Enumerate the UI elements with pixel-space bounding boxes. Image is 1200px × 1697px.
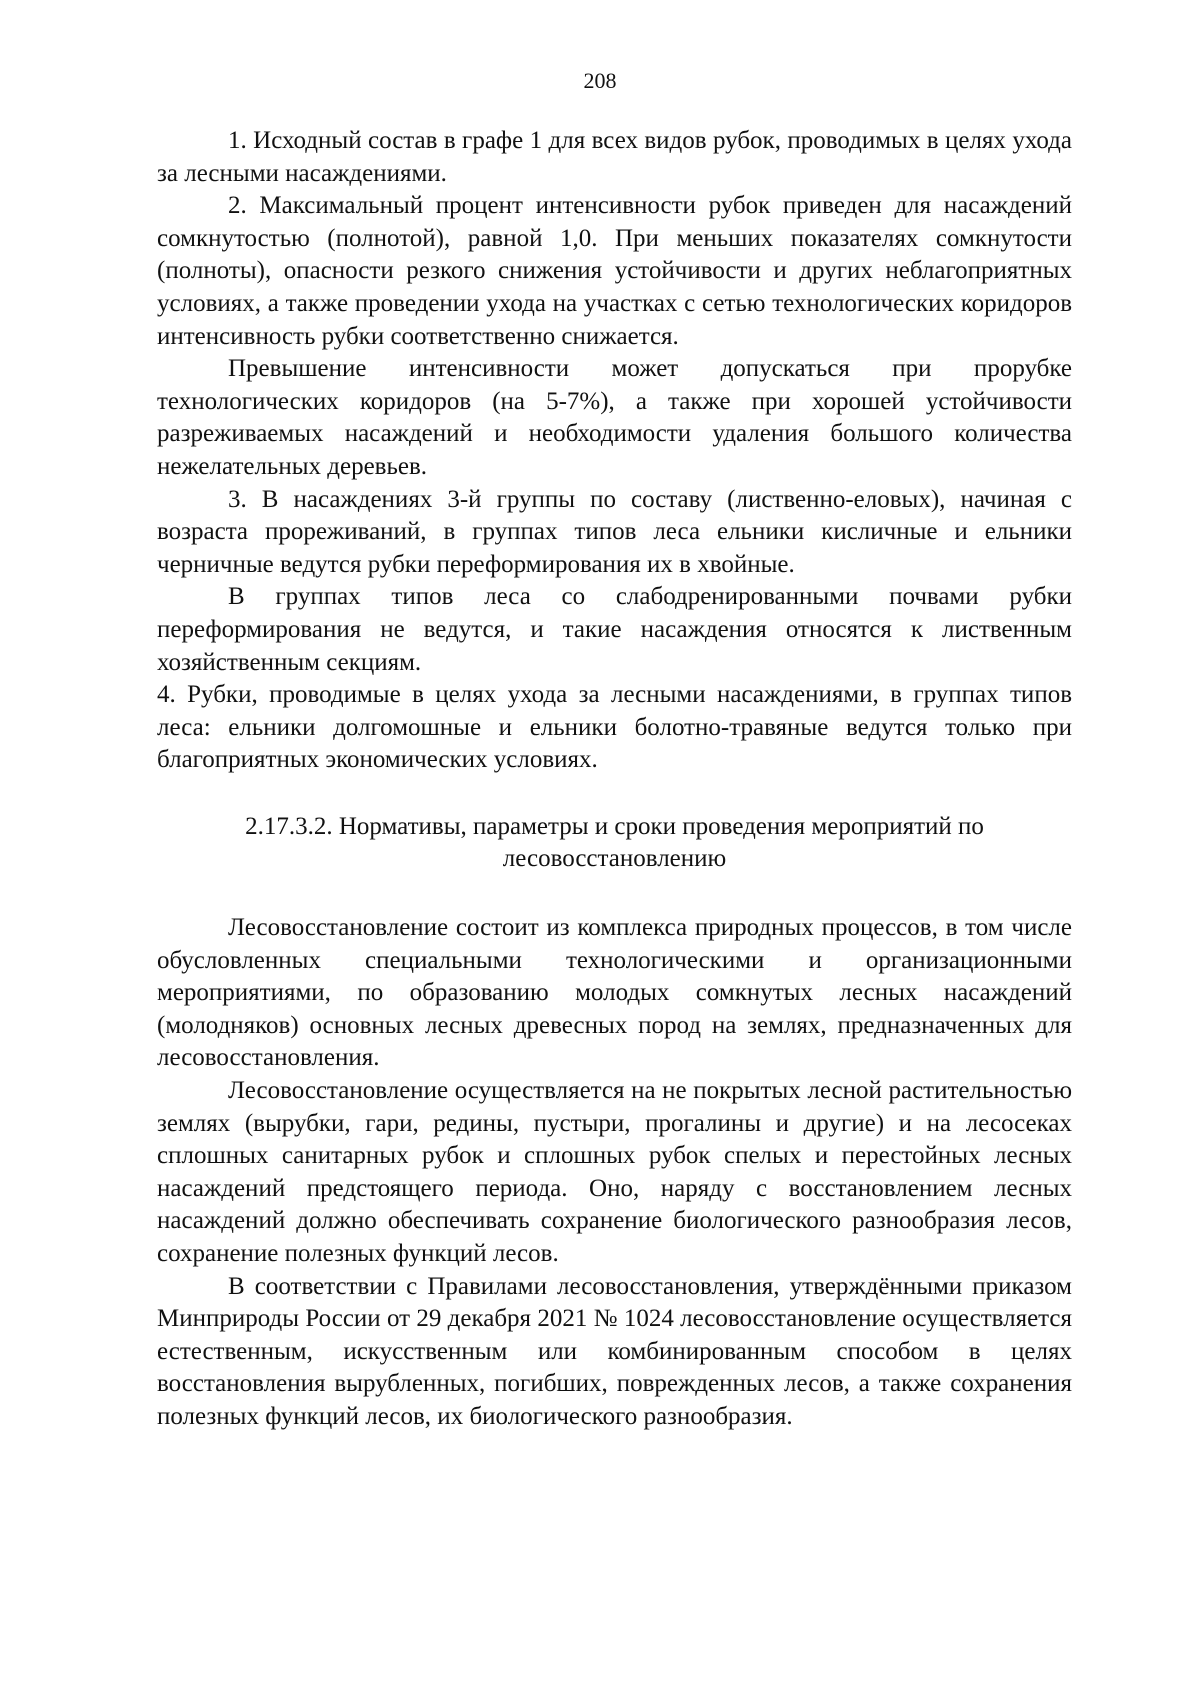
page-number: 208 [583,68,617,93]
note-2-continuation-paragraph: Превышение интенсивности может допускаться при прорубке технологических коридоров (на 5-7%), а также при хорошей устойчивости разреживаемых насаждений и необходимости удаления большого количества нежелательных деревьев. [157,355,1072,480]
reforestation-definition-paragraph: Лесовосстановление состоит из комплекса природных процессов, в том числе обусловленных специальными технологическими и организационными мероприятиями, по образованию молодых сомкнутых лесных насаждений (молодняков) основных лесных древесных пород на землях, предназначенных для лесовосстановления. [157,914,1072,1072]
document-body [157,125,1072,1434]
note-3-continuation-paragraph: В группах типов леса со слабодренированными почвами рубки переформирования не ведутся, и такие насаждения относятся к лиственным хозяйственным секциям. [157,583,1072,676]
note-2-paragraph: 2. Максимальный процент интенсивности рубок приведен для насаждений сомкнутостью (полнотой), равной 1,0. При меньших показателях сомкнутости (полноты), опасности резкого снижения устойчивости и других неблагоприятных условиях, а также проведении ухода на участках с сетью технологических коридоров интенсивность рубки соответственно снижается. [157,192,1072,350]
note-4-paragraph: 4. Рубки, проводимые в целях ухода за лесными насаждениями, в группах типов леса: ельники долгомошные и ельники болотно-травяные ведутся только при благоприятных экономических условиях. [157,681,1072,774]
section-heading-line-2: лесовосстановлению [502,845,727,873]
section-heading-line-1: 2.17.3.2. Нормативы, параметры и сроки проведения мероприятий по [245,812,984,840]
note-1-paragraph: 1. Исходный состав в графе 1 для всех видов рубок, проводимых в целях ухода за лесными насаждениями. [157,127,1072,187]
reforestation-lands-paragraph: Лесовосстановление осуществляется на не покрытых лесной растительностью землях (вырубки, гари, редины, пустыри, прогалины и другие) и на лесосеках сплошных санитарных рубок и сплошных рубок спелых и перестойных лесных насаждений предстоящего периода. Оно, наряду с восстановлением лесных насаждений должно обеспечивать сохранение биологического разнообразия лесов, сохранение полезных функций лесов. [157,1077,1072,1267]
reforestation-rules-paragraph: В соответствии с Правилами лесовосстановления, утверждёнными приказом Минприроды России от 29 декабря 2021 № 1024 лесовосстановление осуществляется естественным, искусственным или комбинированным способом в целях восстановления вырубленных, погибших, поврежденных лесов, а также сохранения полезных функций лесов, их биологического разнообразия. [157,1272,1072,1430]
section-heading [157,811,1072,876]
note-3-paragraph: 3. В насаждениях 3-й группы по составу (лиственно-еловых), начиная с возраста прореживаний, в группах типов леса ельники кисличные и ельники черничные ведутся рубки переформирования их в хвойные. [157,485,1072,578]
